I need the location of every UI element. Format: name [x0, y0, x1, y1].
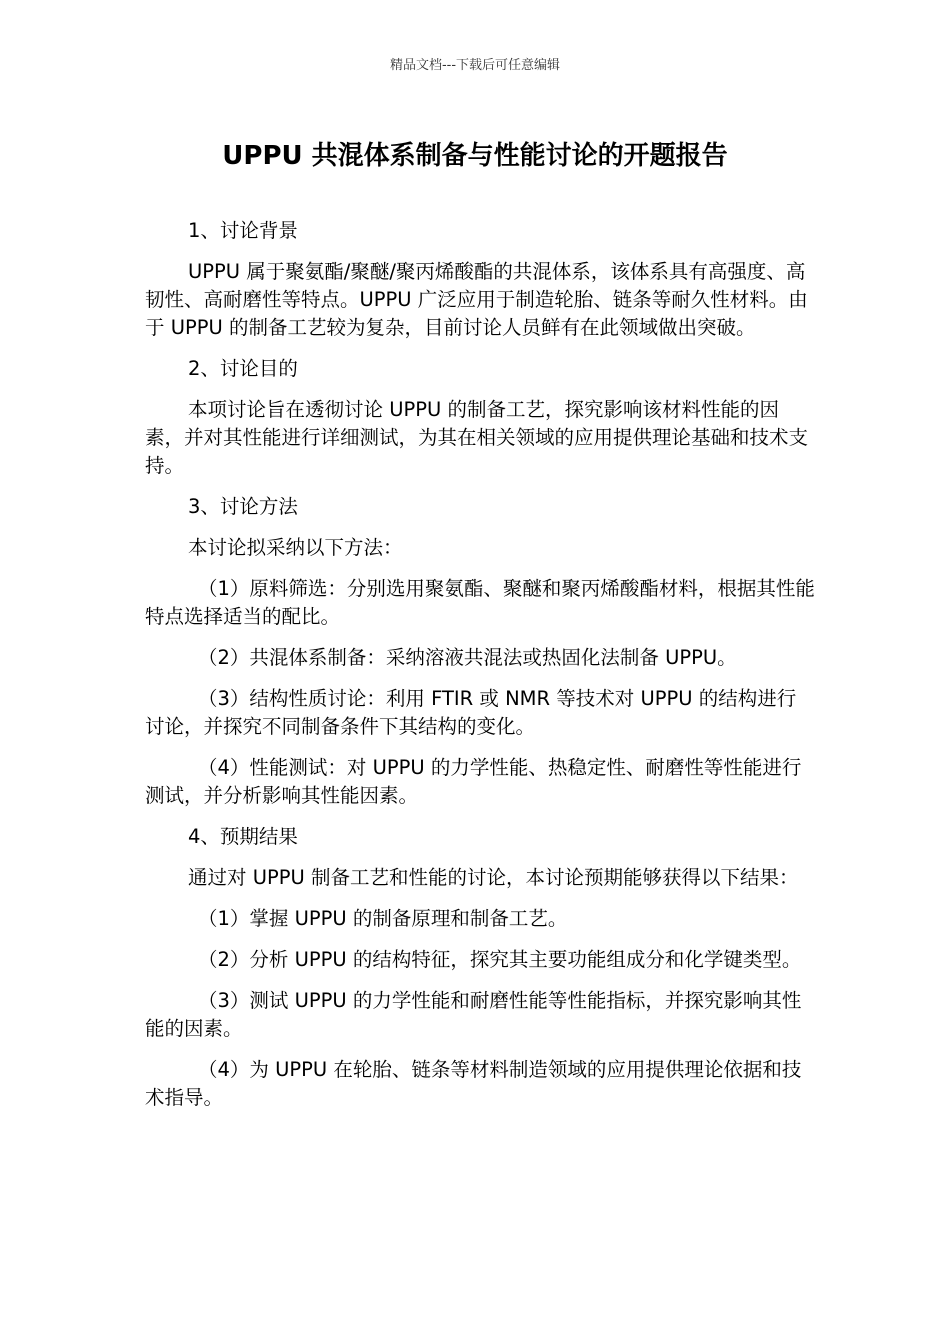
paragraph-methods-intro: 本讨论拟采纳以下方法： [188, 536, 403, 559]
method-item-4: （4）性能测试：对 UPPU 的力学性能、热稳定性、耐磨性等性能进行测试，并分析影响其性能因素。 [145, 756, 802, 807]
method-item-2: （2）共混体系制备：采纳溶液共混法或热固化法制备 UPPU。 [198, 646, 737, 669]
paragraph-purpose: 本项讨论旨在透彻讨论 UPPU 的制备工艺，探究影响该材料性能的因素，并对其性能进行详细测试，为其在相关领域的应用提供理论基础和技术支持。 [145, 398, 809, 477]
page-header: 精品文档---下载后可任意编辑 [389, 58, 561, 73]
document-body [145, 217, 815, 1125]
document-title: UPPU 共混体系制备与性能讨论的开题报告 [222, 141, 728, 171]
result-item-1: （1）掌握 UPPU 的制备原理和制备工艺。 [198, 907, 568, 930]
section-heading-background: 1、讨论背景 [188, 219, 298, 242]
section-heading-methods: 3、讨论方法 [188, 495, 298, 518]
paragraph-results-intro: 通过对 UPPU 制备工艺和性能的讨论，本讨论预期能够获得以下结果： [188, 866, 799, 889]
result-item-4: （4）为 UPPU 在轮胎、链条等材料制造领域的应用提供理论依据和技术指导。 [145, 1058, 802, 1109]
result-item-2: （2）分析 UPPU 的结构特征，探究其主要功能组成分和化学键类型。 [198, 948, 802, 971]
method-item-1: （1）原料筛选：分别选用聚氨酯、聚醚和聚丙烯酸酯材料，根据其性能特点选择适当的配比。 [145, 577, 815, 628]
result-item-3: （3）测试 UPPU 的力学性能和耐磨性能等性能指标，并探究影响其性能的因素。 [145, 989, 802, 1040]
method-item-3: （3）结构性质讨论：利用 FTIR 或 NMR 等技术对 UPPU 的结构进行讨论，并探究不同制备条件下其结构的变化。 [145, 687, 797, 738]
paragraph-background: UPPU 属于聚氨酯/聚醚/聚丙烯酸酯的共混体系，该体系具有高强度、高韧性、高耐磨性等特点。UPPU 广泛应用于制造轮胎、链条等耐久性材料。由于 UPPU 的制备工艺较为复杂，目前讨论人员鲜有在此领域做出突破。 [145, 260, 808, 339]
section-heading-purpose: 2、讨论目的 [188, 357, 298, 380]
section-heading-expected-results: 4、预期结果 [188, 825, 298, 848]
